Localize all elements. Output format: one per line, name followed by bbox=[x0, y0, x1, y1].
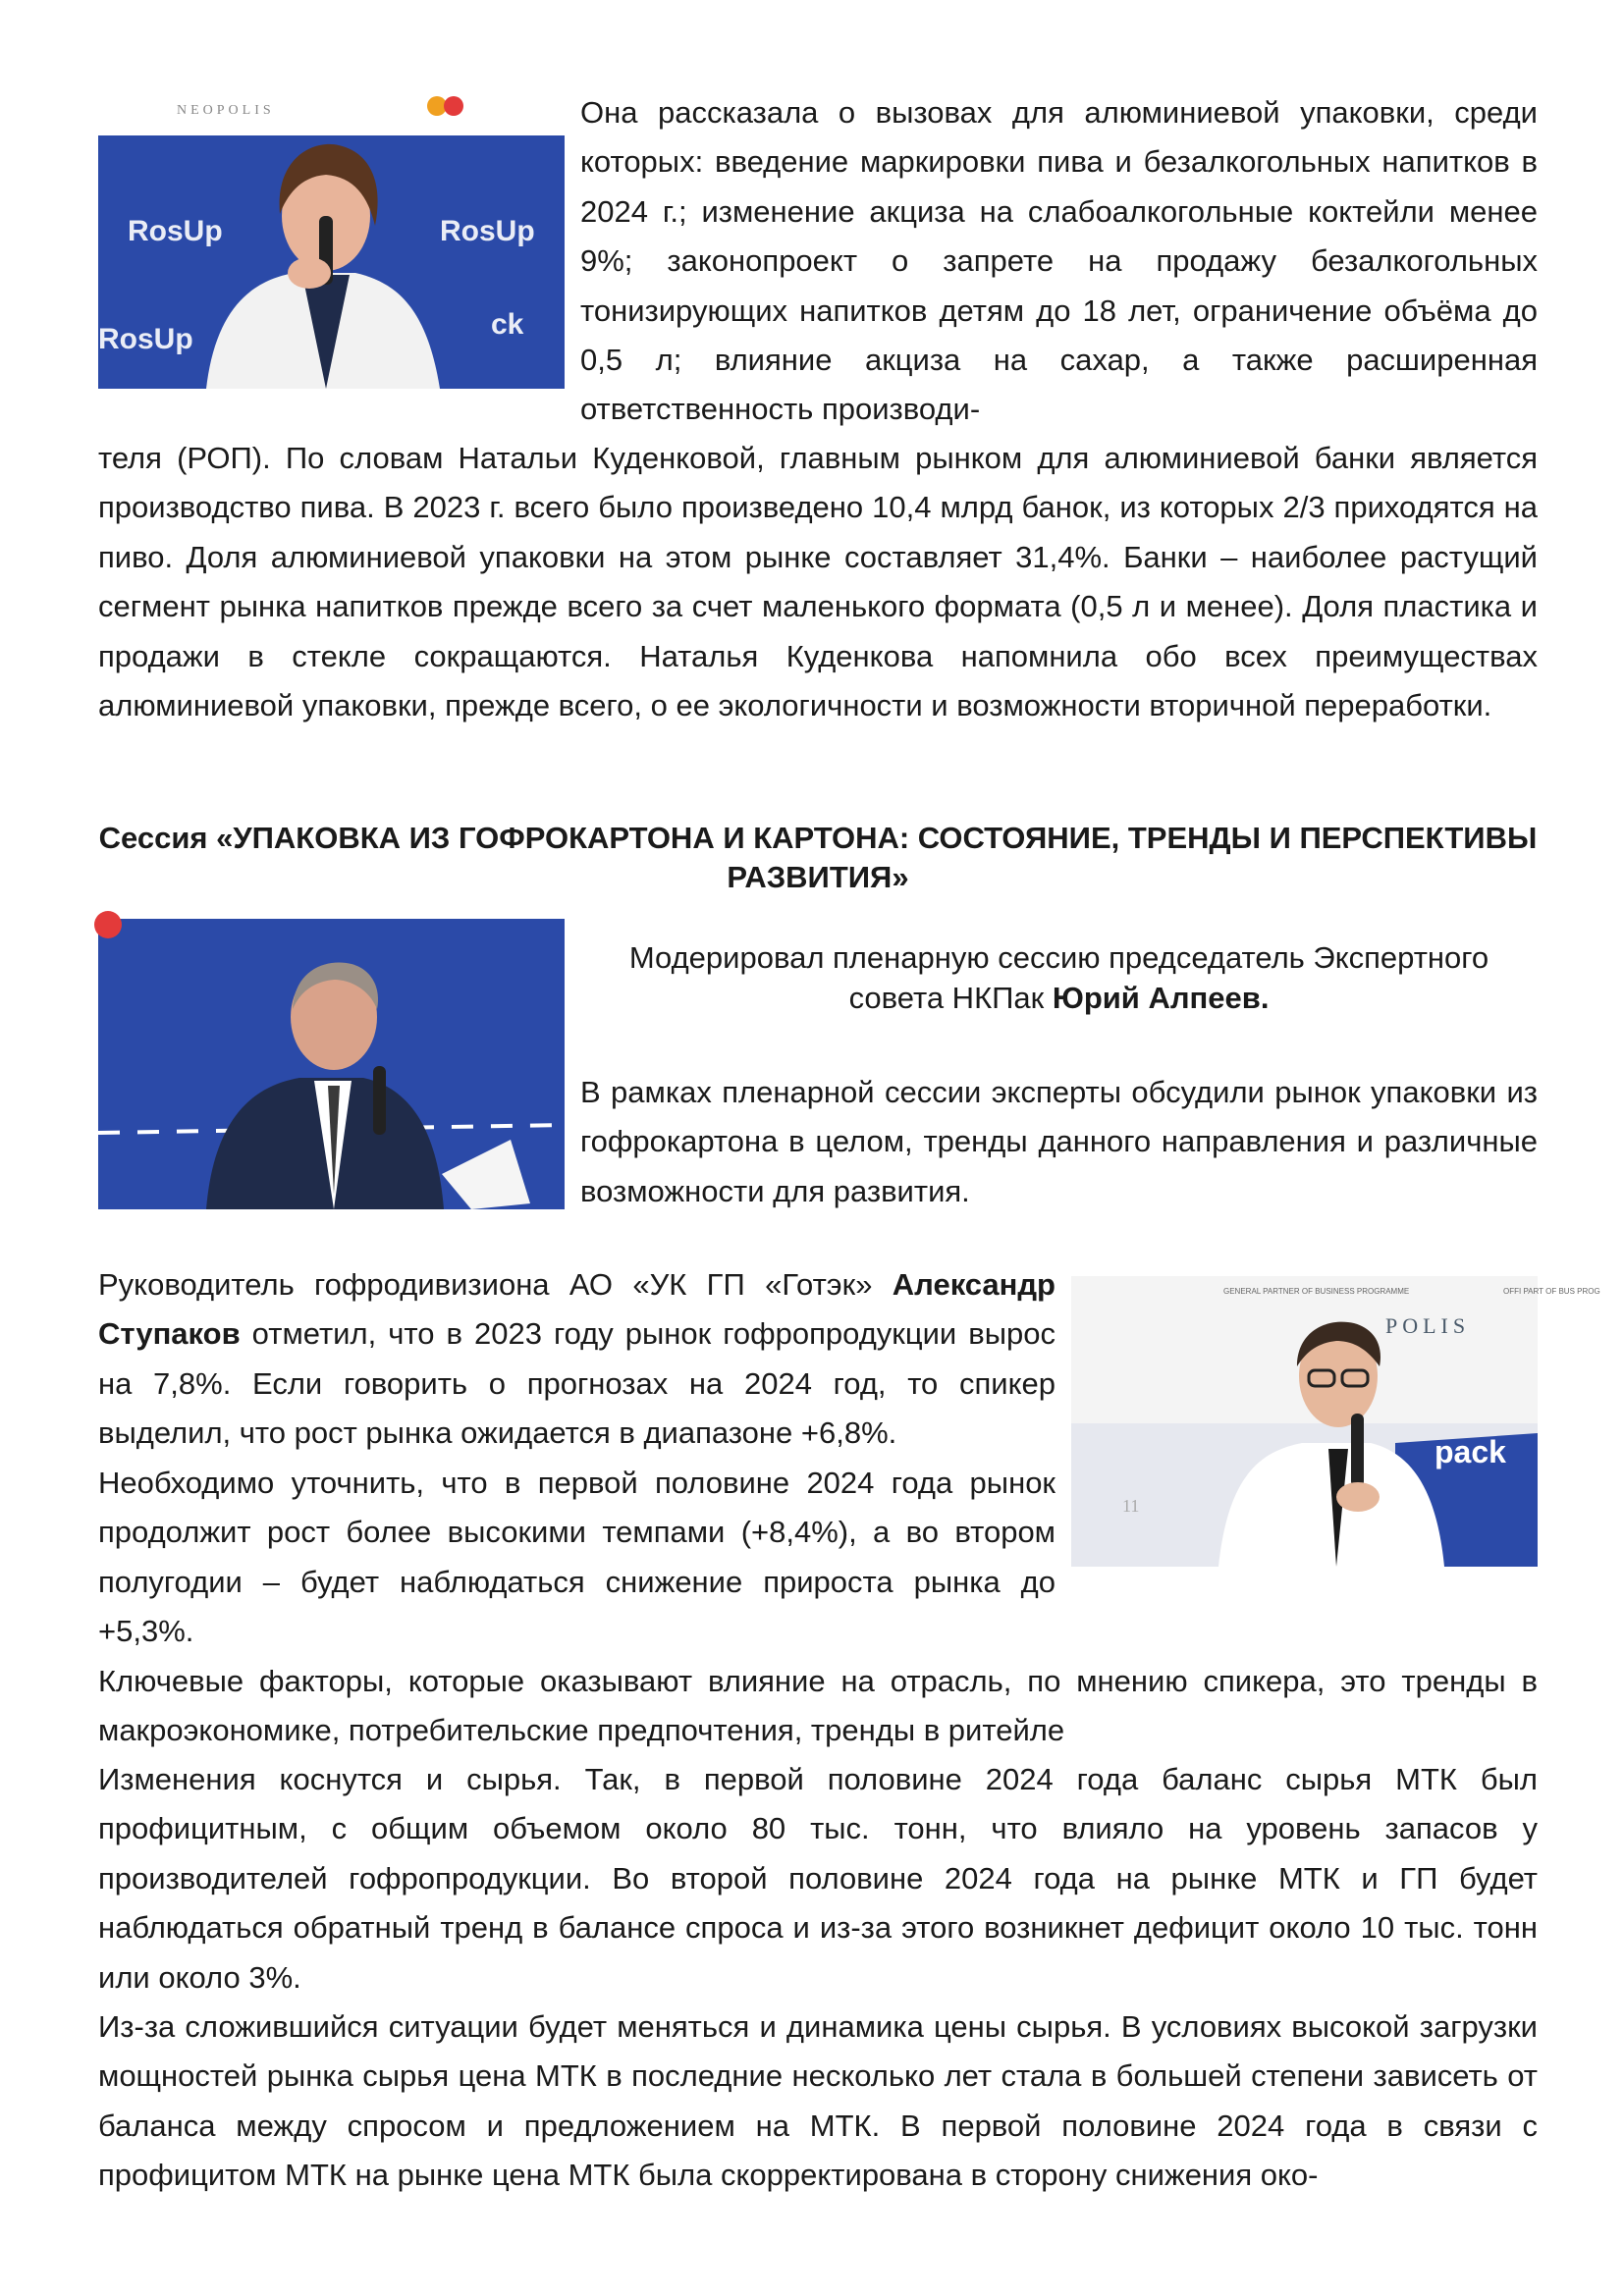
banner-rosup-2: RosUp bbox=[440, 215, 535, 247]
speaker-name-stupakov: Александр Ступаков bbox=[98, 1267, 1056, 1352]
paragraph-beer-market: теля (РОП). По словам Натальи Куденковой, главным рынком для алюминиевой банки является производство пива. В 2023 г. всего было произведено 10,4 млрд банок, из которых 2/3 приходятся на пиво. Доля алюминиевой упаковки на этом рынке составляет 31,4%. Банки – наиболее растущий сегмент рынка напитков прежде всего за счет маленького формата (0,5 л и менее). Доля пластика и продажи в стекле сокращаются. Наталья Куденкова напомнила обо всех преимуществах алюминиевой упаковки, прежде всего, о ее экологичности и возможности вторичной переработки. bbox=[98, 441, 1538, 723]
speaker-photo-kudenkova-image bbox=[98, 98, 565, 389]
speaker-photo-stupakov bbox=[1071, 1276, 1600, 1567]
banner-pack: pack bbox=[1435, 1434, 1506, 1469]
paragraph-half-year-forecast: Необходимо уточнить, что в первой половине 2024 года рынок продолжит рост более высокими темпами (+8,4%), а во втором полугодии – будет наблюдаться снижение прироста рынка до +5,3%. bbox=[98, 1466, 1056, 1649]
banner-rosup-3: RosUp bbox=[98, 323, 193, 355]
moderator-photo-alpeev-image bbox=[98, 919, 565, 1209]
paragraph-raw-price-dynamics: Из-за сложившийся ситуации будет меняться и динамика цены сырья. В условиях высокой загрузки мощностей рынка сырья цена МТК в последние несколько лет стала в большей степени зависеть от баланса между спросом и предложением на МТК. В первой половине 2024 года в связи с профицитом МТК на рынке цена МТК была скорректирована в сторону снижения око- bbox=[98, 2009, 1538, 2193]
moderator-name: Юрий Алпеев. bbox=[1052, 981, 1270, 1015]
paragraph-stupakov-lead: Руководитель гофродивизиона АО «УК ГП «Готэк» bbox=[98, 1267, 893, 1302]
paragraph-challenges: Она рассказала о вызовах для алюминиевой упаковки, среди которых: введение маркировки пива и безалкогольных напитков в 2024 г.; изменение акциза на слабоалкогольные коктейли менее 9%; законопроект о запрете на продажу безалкогольных тонизирующих напитков детям до 18 лет, ограничение объёма до 0,5 л; влияние акциза на сахар, а также расширенная ответственность производи- bbox=[580, 95, 1538, 427]
banner-general-partner: GENERAL PARTNER OF BUSINESS PROGRAMME bbox=[1223, 1287, 1410, 1296]
banner-official-partner: OFFI PART OF BUS PROG bbox=[1503, 1287, 1600, 1296]
paragraph-stupakov bbox=[98, 1260, 1056, 1459]
paragraph-stupakov-rest: отметил, что в 2023 году рынок гофропродукции вырос на 7,8%. Если говорить о прогнозах на 2024 год, то спикер выделил, что рост рынка ожидается в диапазоне +6,8%. bbox=[98, 1316, 1056, 1451]
paragraph-session-overview: В рамках пленарной сессии эксперты обсудили рынок упаковки из гофрокартона в целом, тренды данного направления и различные возможности для развития. bbox=[580, 1075, 1538, 1208]
speaker-photo-kudenkova bbox=[98, 98, 565, 389]
speaker-photo-stupakov-image bbox=[1071, 1276, 1600, 1567]
session-heading: Сессия «УПАКОВКА ИЗ ГОФРОКАРТОНА И КАРТОНА: СОСТОЯНИЕ, ТРЕНДЫ И ПЕРСПЕКТИВЫ РАЗВИТИЯ» bbox=[98, 821, 1538, 894]
banner-polis: POLIS bbox=[1385, 1313, 1471, 1338]
banner-ck: ck bbox=[491, 308, 524, 341]
banner-number: 11 bbox=[1122, 1496, 1140, 1516]
moderator-caption-text: Модерировал пленарную сессию председатель Экспертного совета НКПак bbox=[628, 940, 1489, 1015]
banner-neopolis: NEOPOLIS bbox=[177, 103, 275, 118]
paragraph-raw-materials: Изменения коснутся и сырья. Так, в первой половине 2024 года баланс сырья МТК был профицитным, с общим объемом около 80 тыс. тонн, что влияло на уровень запасов у производителей гофропродукции. Во второй половине 2024 года на рынке МТК и ГП будет наблюдаться обратный тренд в балансе спроса и из-за этого возникнет дефицит около 10 тыс. тонн или около 3%. bbox=[98, 1762, 1538, 1995]
moderator-caption bbox=[580, 937, 1538, 1018]
moderator-photo-alpeev bbox=[98, 919, 565, 1209]
paragraph-key-factors: Ключевые факторы, которые оказывают влияние на отрасль, по мнению спикера, это тренды в макроэкономике, потребительские предпочтения, тренды в ритейле bbox=[98, 1664, 1538, 1748]
banner-rosup-1: RosUp bbox=[128, 215, 223, 247]
